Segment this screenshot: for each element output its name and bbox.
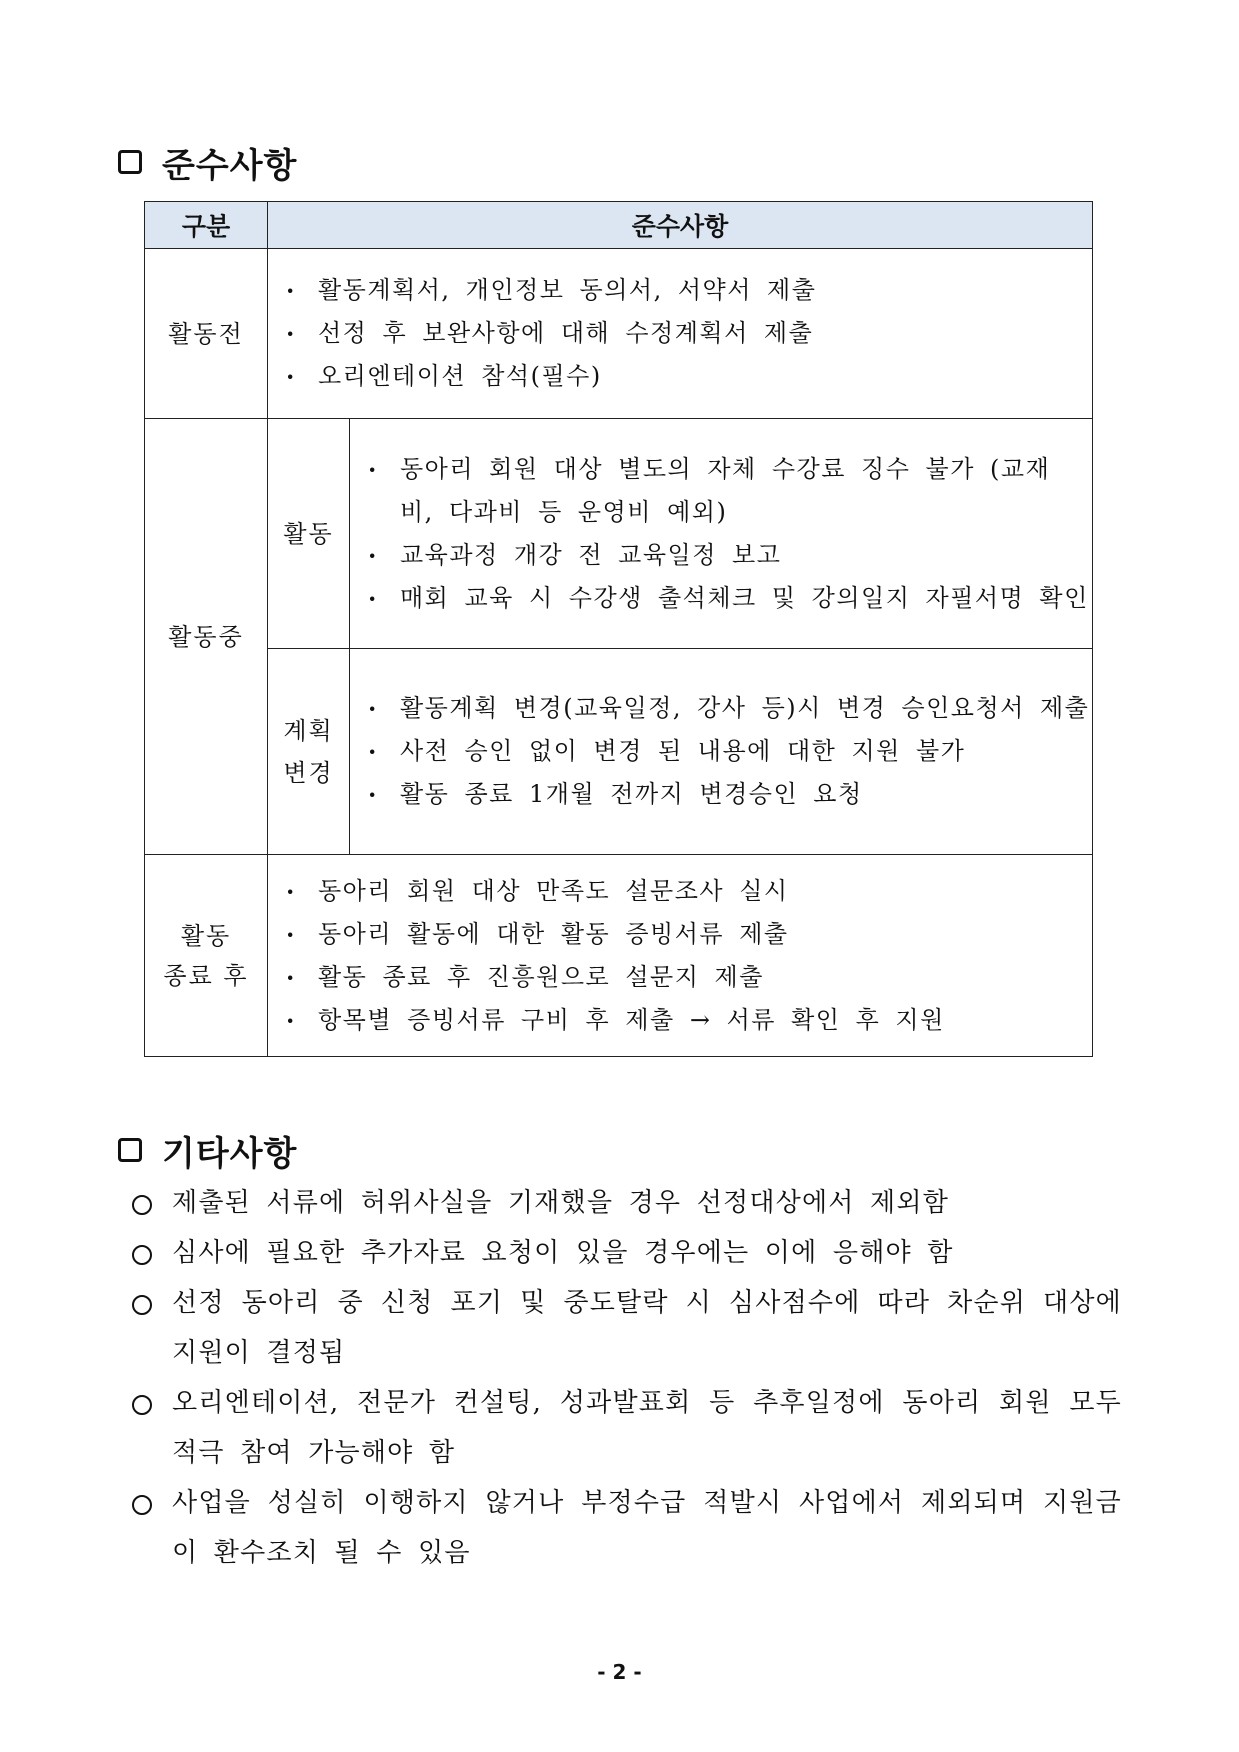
list-item: · 활동계획 변경(교육일정, 강사 등)시 변경 승인요청서 제출 [350, 687, 1092, 730]
header-rules: 준수사항 [268, 202, 1093, 249]
list-item: · 매회 교육 시 수강생 출석체크 및 강의일지 자필서명 확인 [350, 577, 1092, 620]
list-item [132, 1278, 1122, 1378]
list-item [132, 1478, 1122, 1578]
rules-list [350, 448, 1092, 620]
list-item: · 동아리 회원 대상 별도의 자체 수강료 징수 불가 (교재비, 다과비 등 운영비 예외) [350, 448, 1092, 534]
rules-list [350, 687, 1092, 816]
list-item [132, 1378, 1122, 1478]
circle-bullet-icon [132, 1195, 152, 1215]
note-text: 심사에 필요한 추가자료 요청이 있을 경우에는 이에 응해야 함 [172, 1238, 954, 1268]
list-item: · 활동 종료 후 진흥원으로 설문지 제출 [268, 956, 1092, 999]
rules-cell [350, 649, 1093, 855]
section-title: 준수사항 [162, 145, 298, 186]
section-heading-compliance [118, 140, 297, 184]
checkbox-icon [118, 1138, 142, 1162]
other-notes-list [132, 1178, 1122, 1578]
table-row [145, 419, 1093, 649]
note-text: 제출된 서류에 허위사실을 기재했을 경우 선정대상에서 제외함 [172, 1188, 950, 1218]
circle-bullet-icon [132, 1245, 152, 1265]
list-item: · 교육과정 개강 전 교육일정 보고 [350, 534, 1092, 577]
list-item [132, 1228, 1122, 1278]
table-row [145, 649, 1093, 855]
subcategory-label: 계획 [283, 716, 334, 745]
section-heading-other [118, 1128, 297, 1172]
category-label: 활동 [180, 921, 232, 950]
table-header-row [145, 202, 1093, 249]
rules-cell [350, 419, 1093, 649]
subcategory-activity: 활동 [268, 419, 350, 649]
rules-list [268, 269, 1092, 398]
list-item: · 오리엔테이션 참석(필수) [268, 355, 1092, 398]
list-item [132, 1178, 1122, 1228]
subcategory-label: 변경 [283, 758, 334, 787]
note-text: 선정 동아리 중 신청 포기 및 중도탈락 시 심사점수에 따라 차순위 대상에 지원이 결정됨 [172, 1288, 1122, 1368]
list-item: · 선정 후 보완사항에 대해 수정계획서 제출 [268, 312, 1092, 355]
list-item: · 활동계획서, 개인정보 동의서, 서약서 제출 [268, 269, 1092, 312]
category-after [145, 855, 268, 1057]
compliance-table [144, 201, 1093, 1057]
list-item: · 사전 승인 없이 변경 된 내용에 대한 지원 불가 [350, 730, 1092, 773]
list-item: · 동아리 회원 대상 만족도 설문조사 실시 [268, 870, 1092, 913]
checkbox-icon [118, 150, 142, 174]
subcategory-plan-change [268, 649, 350, 855]
category-during: 활동중 [145, 419, 268, 855]
list-item: · 동아리 활동에 대한 활동 증빙서류 제출 [268, 913, 1092, 956]
list-item: · 활동 종료 1개월 전까지 변경승인 요청 [350, 773, 1092, 816]
section-title: 기타사항 [162, 1133, 298, 1174]
note-text: 오리엔테이션, 전문가 컨설팅, 성과발표회 등 추후일정에 동아리 회원 모두 적극 참여 가능해야 함 [172, 1388, 1122, 1468]
rules-list [268, 870, 1092, 1042]
rules-cell [268, 249, 1093, 419]
circle-bullet-icon [132, 1495, 152, 1515]
header-category: 구분 [145, 202, 268, 249]
circle-bullet-icon [132, 1395, 152, 1415]
note-text: 사업을 성실히 이행하지 않거나 부정수급 적발시 사업에서 제외되며 지원금이 환수조치 될 수 있음 [172, 1488, 1122, 1568]
list-item: · 항목별 증빙서류 구비 후 제출 → 서류 확인 후 지원 [268, 999, 1092, 1042]
page-number: - 2 - [597, 1660, 642, 1684]
table-row [145, 855, 1093, 1057]
category-before: 활동전 [145, 249, 268, 419]
circle-bullet-icon [132, 1295, 152, 1315]
table-row [145, 249, 1093, 419]
rules-cell [268, 855, 1093, 1057]
category-label: 종료 후 [163, 961, 249, 990]
